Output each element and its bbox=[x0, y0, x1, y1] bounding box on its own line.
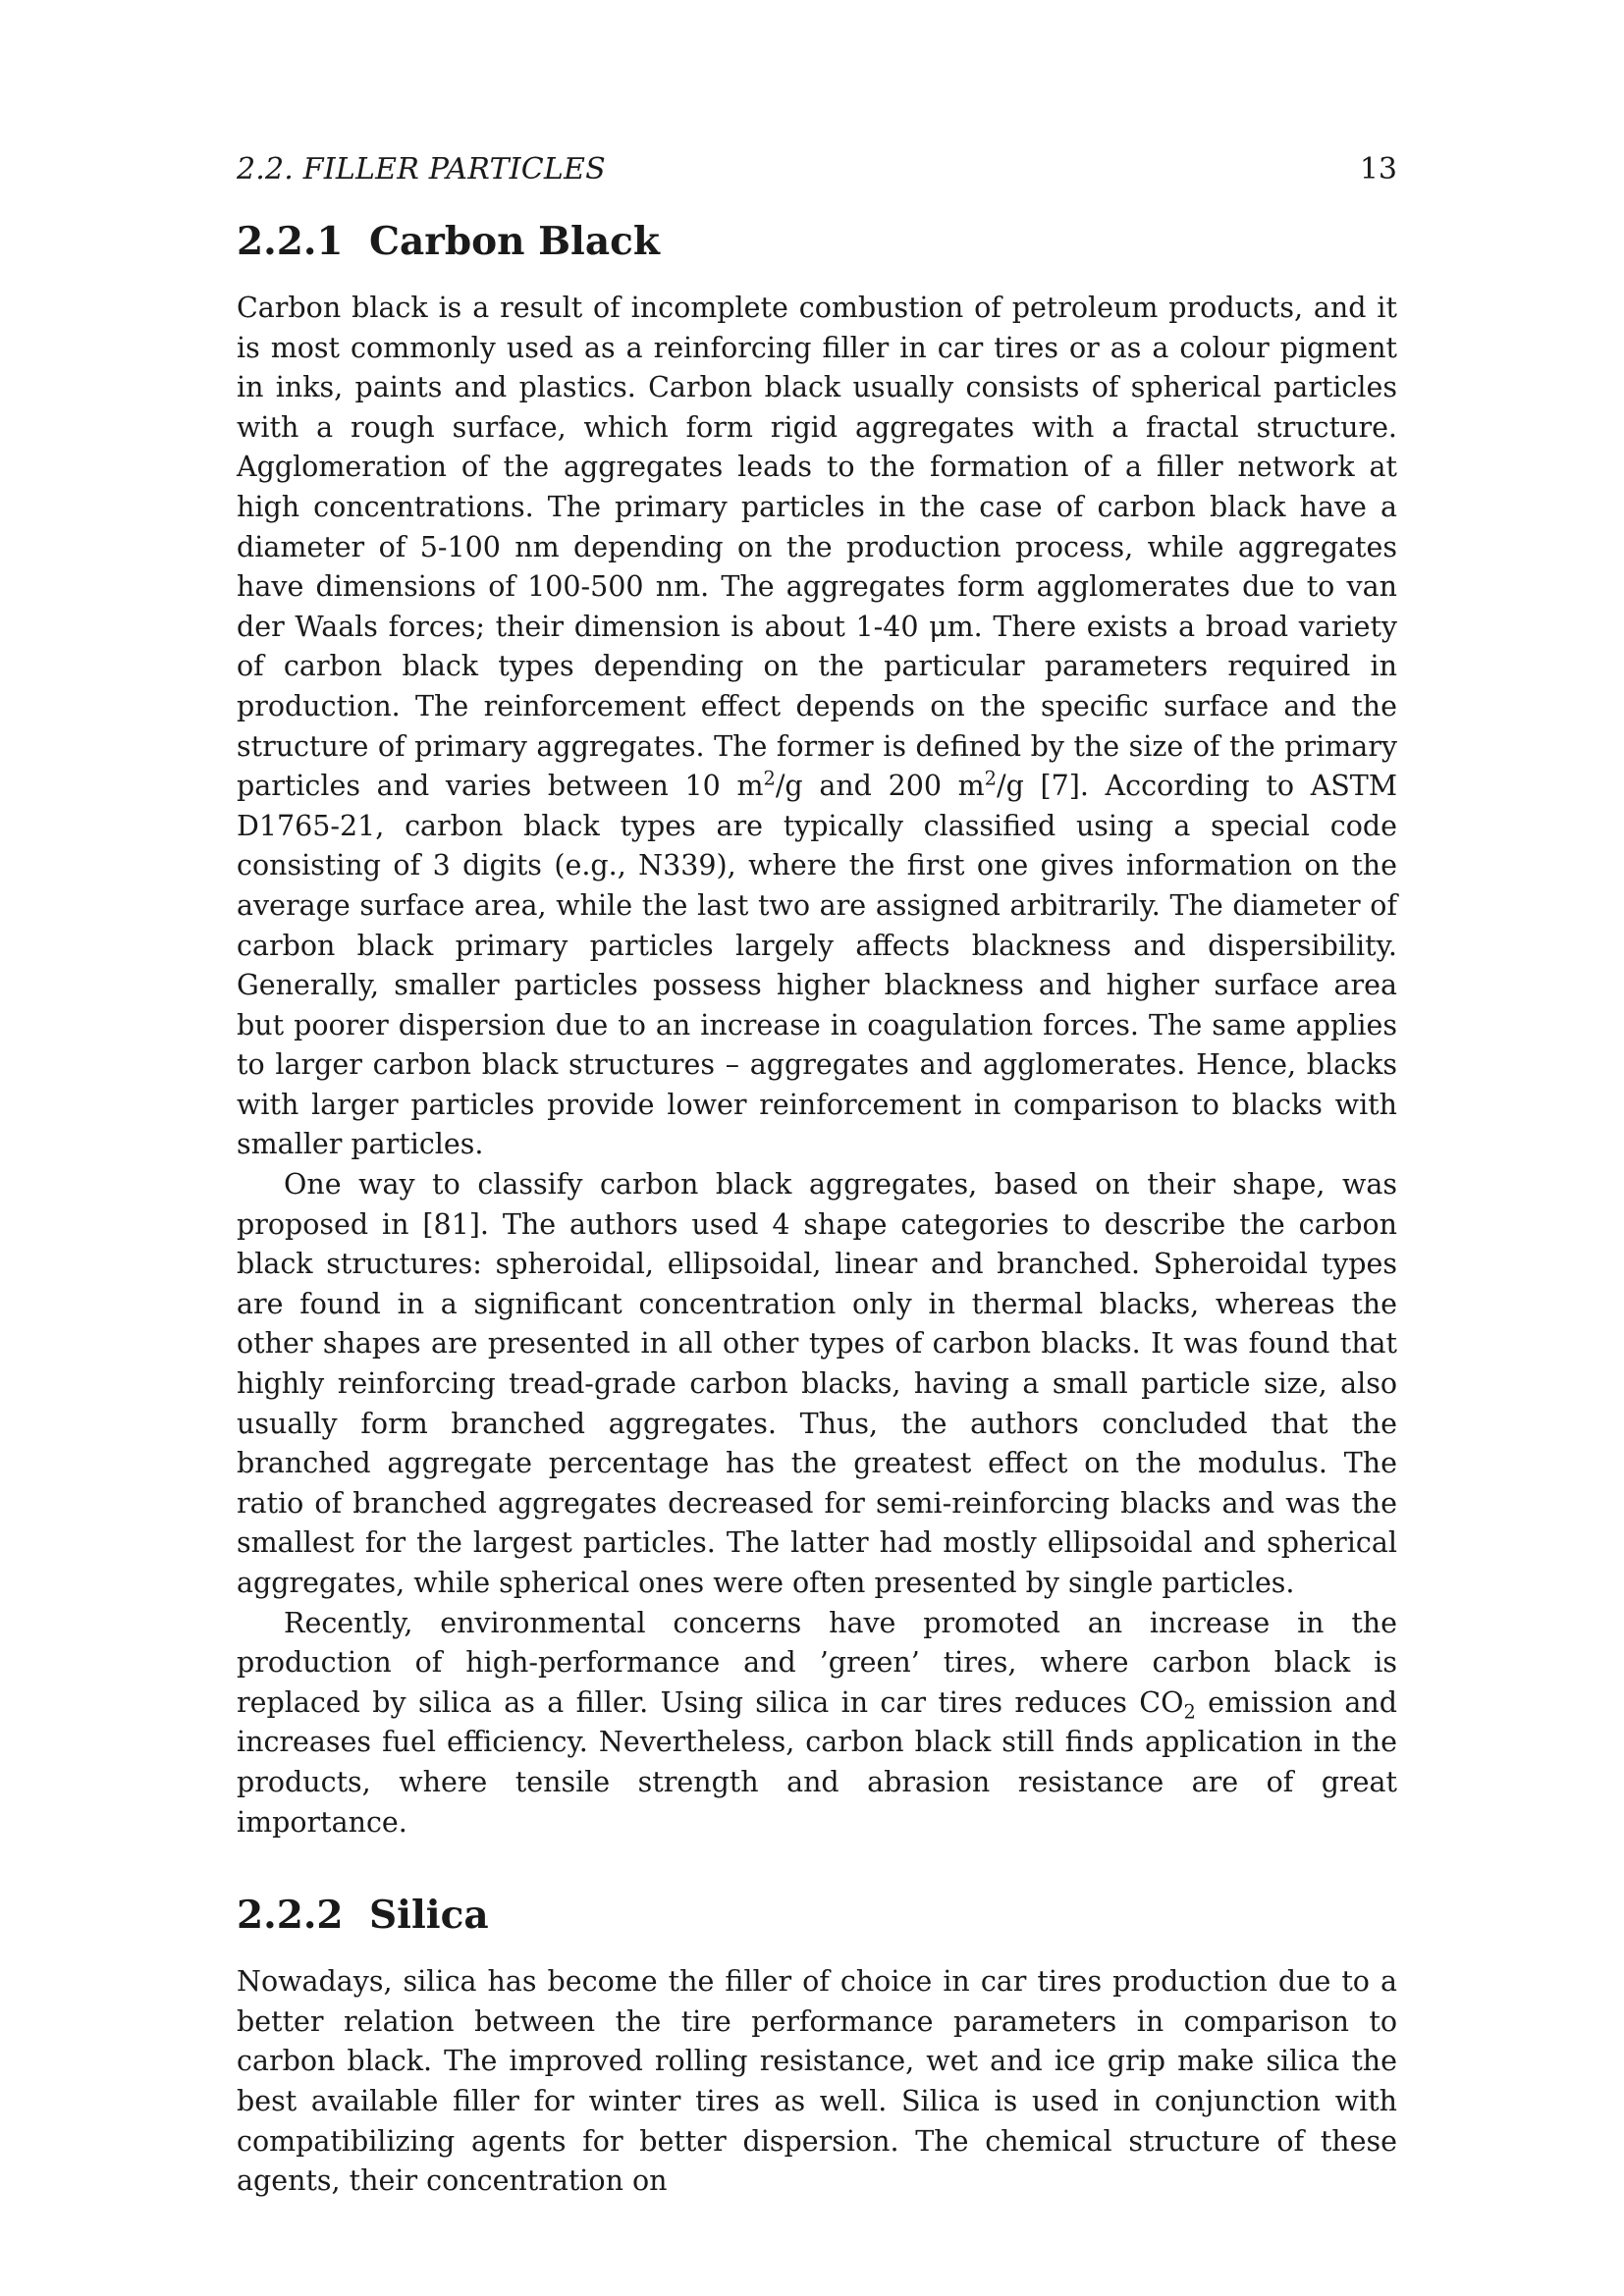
page-number: 13 bbox=[1359, 152, 1397, 187]
section-title: Silica bbox=[369, 1893, 489, 1939]
paragraph-carbon-2: One way to classify carbon black aggregates, based on their shape, was proposed in [81]. The authors used 4 shape categories to describe the carbon black structures: spheroidal, ellipsoidal, linear and branched. Spheroidal types are found in a significant concentration only in thermal blacks, whereas the other shapes are presented in all other types of carbon blacks. It was found that highly reinforcing tread-grade carbon blacks, having a small particle size, also usually form branched aggregates. Thus, the authors concluded that the branched aggregate percentage has the greatest effect on the modulus. The ratio of branched aggregates decreased for semi-reinforcing blacks and was the smallest for the largest particles. The latter had mostly ellipsoidal and spherical aggregates, while spherical ones were often presented by single particles. bbox=[237, 1168, 1397, 1599]
paragraph-silica-1: Nowadays, silica has become the filler of choice in car tires production due to a better relation between the tire performance parameters in comparison to carbon black. The improved rolling resistance, wet and ice grip make silica the best available filler for winter tires as well. Silica is used in conjunction with compatibilizing agents for better dispersion. The chemical structure of these agents, their concentration on bbox=[237, 1965, 1397, 2198]
text-run: emission and increases fuel efficiency. Nevertheless, carbon black still finds application in the products, where tensile strength and abrasion resistance are of great importance. bbox=[237, 1685, 1397, 1839]
superscript: 2 bbox=[763, 767, 776, 790]
running-header bbox=[237, 147, 1397, 192]
section-number: 2.2.1 bbox=[237, 219, 344, 264]
superscript: 2 bbox=[984, 767, 997, 790]
paragraph-carbon-1 bbox=[237, 289, 1397, 1165]
text-run: /g and 200 m bbox=[775, 770, 985, 803]
section-heading-carbon-black bbox=[237, 214, 1397, 269]
text-run: /g [7]. According to ASTM D1765-21, carbon black types are typically classified using a special code consisting of 3 digits (e.g., N339), where the first one gives information on the average surface area, while the last two are assigned arbitrarily. The diameter of carbon black primary particles largely affects blackness and dispersibility. Generally, smaller particles possess higher blackness and higher surface area but poorer dispersion due to an increase in coagulation forces. The same applies to larger carbon black structures – aggregates and agglomerates. Hence, blacks with larger particles provide lower reinforcement in comparison to blacks with smaller particles. bbox=[237, 770, 1397, 1161]
section-heading-silica bbox=[237, 1888, 1397, 1943]
text-run: Carbon black is a result of incomplete combustion of petroleum products, and it is most commonly used as a reinforcing filler in car tires or as a colour pigment in inks, paints and plastics. Carbon black usually consists of spherical particles with a rough surface, which form rigid aggregates with a fractal structure. Agglomeration of the aggregates leads to the formation of a filler network at high concentrations. The primary particles in the case of carbon black have a diameter of 5-100 nm depending on the production process, while aggregates have dimensions of 100-500 nm. The aggregates form agglomerates due to van der Waals forces; their dimension is about 1-40 μm. There exists a broad variety of carbon black types depending on the particular parameters required in production. The reinforcement effect depends on the specific surface and the structure of primary aggregates. The former is defined by the size of the primary particles and varies between 10 m bbox=[237, 292, 1397, 803]
document-page bbox=[237, 147, 1397, 2202]
running-title: 2.2. FILLER PARTICLES bbox=[237, 152, 606, 187]
section-number: 2.2.2 bbox=[237, 1893, 344, 1939]
paragraph-carbon-3 bbox=[237, 1604, 1397, 1843]
subscript: 2 bbox=[1183, 1700, 1196, 1724]
section-title: Carbon Black bbox=[369, 219, 660, 264]
text-run: Recently, environmental concerns have promoted an increase in the production of high-performance and ’green’ tires, where carbon black is replaced by silica as a filler. Using silica in car tires reduces CO bbox=[237, 1606, 1397, 1719]
